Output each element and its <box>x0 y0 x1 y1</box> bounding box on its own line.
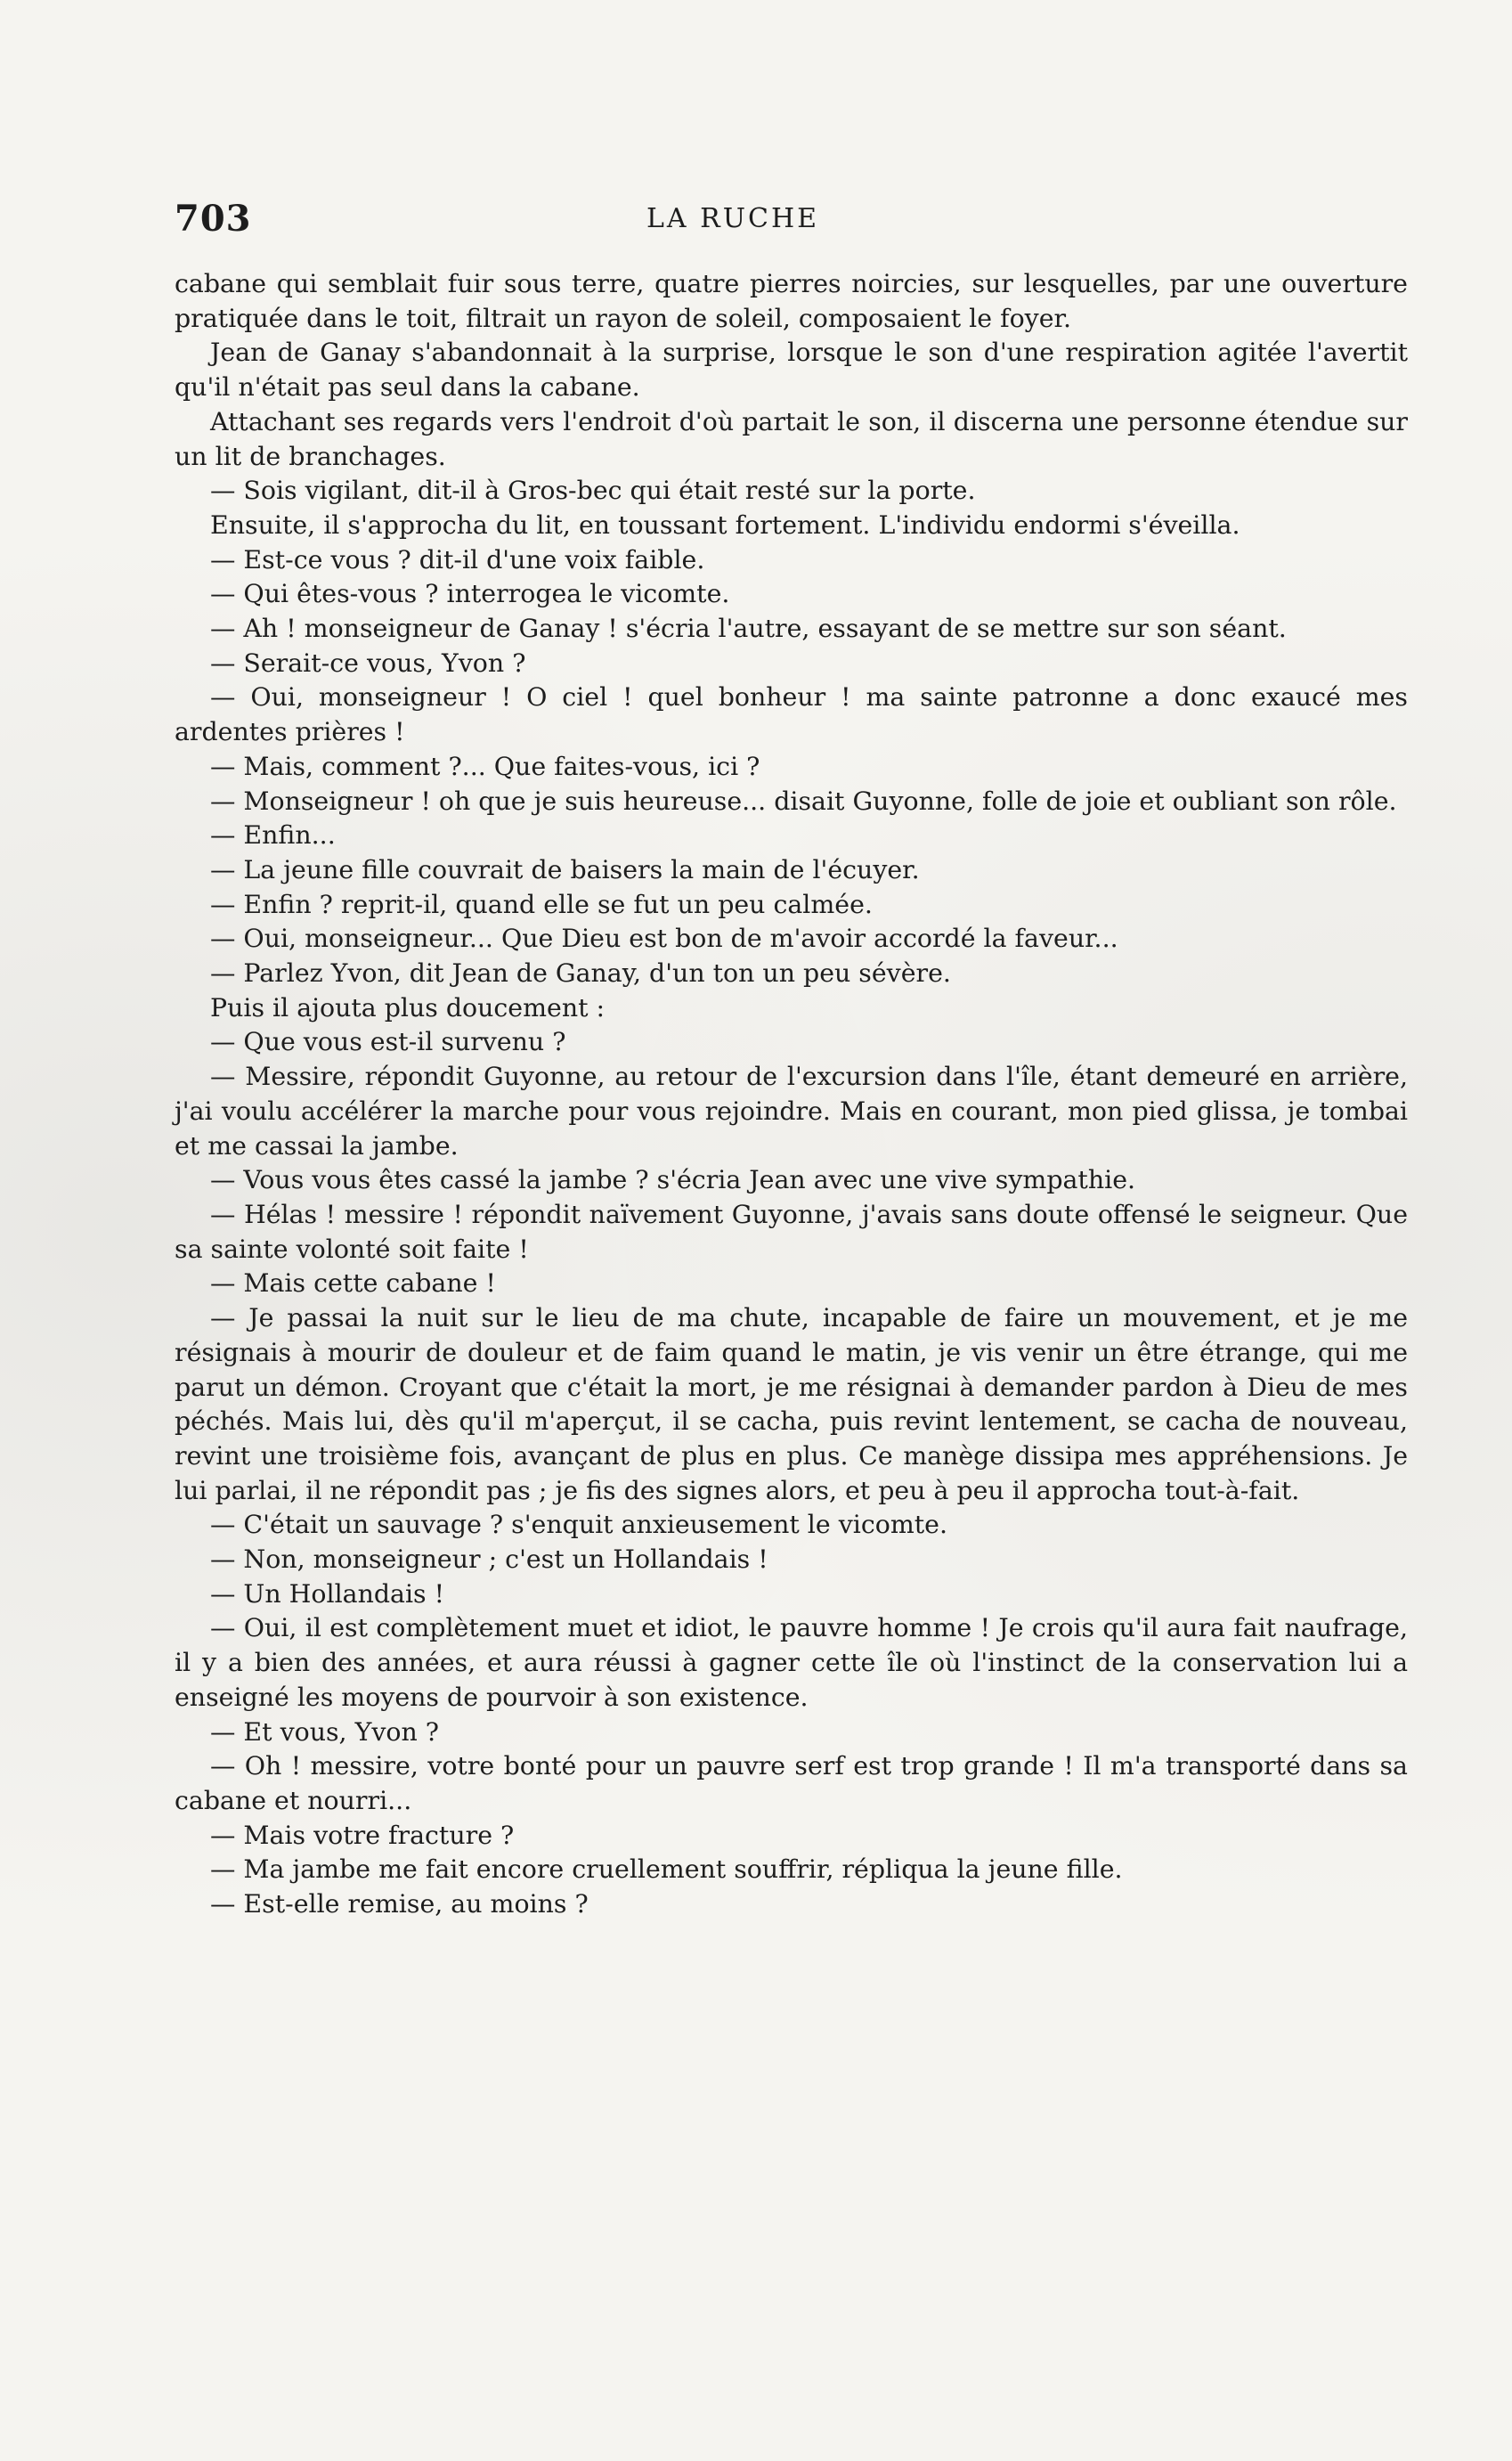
dialogue-line: — Oui, il est complètement muet et idiot, le pauvre homme ! Je crois qu'il aura fait naufrage, il y a bien des années, et aura réussi à gagner cette île où l'instinct de la conservation lui a enseigné les moyens de pourvoir à son existence. <box>175 1613 1408 1712</box>
dialogue-line: — Un Hollandais ! <box>210 1578 445 1609</box>
paragraph: Attachant ses regards vers l'endroit d'où partait le son, il discerna une personne étendue sur un lit de branchages. <box>175 406 1408 471</box>
dialogue-line: — Ah ! monseigneur de Ganay ! s'écria l'autre, essayant de se mettre sur son séant. <box>210 614 1287 644</box>
dialogue-line: — Hélas ! messire ! répondit naïvement Guyonne, j'avais sans doute offensé le seigneur. Que sa sainte volonté soit faite ! <box>175 1199 1408 1264</box>
dialogue-line: — Mais, comment ?... Que faites-vous, ici ? <box>210 751 760 781</box>
paragraph: Puis il ajouta plus doucement : <box>210 992 606 1023</box>
dialogue-line: — Est-ce vous ? dit-il d'une voix faible. <box>210 544 705 575</box>
dialogue-line: — Oui, monseigneur ! O ciel ! quel bonheur ! ma sainte patronne a donc exaucé mes ardentes prières ! <box>175 682 1408 747</box>
page-number: 703 <box>175 198 252 240</box>
dialogue-line: — Et vous, Yvon ? <box>210 1716 440 1747</box>
dialogue-line: — Parlez Yvon, dit Jean de Ganay, d'un ton un peu sévère. <box>210 958 951 989</box>
dialogue-line: — Oh ! messire, votre bonté pour un pauvre serf est trop grande ! Il m'a transporté dans sa cabane et nourri... <box>175 1751 1408 1815</box>
dialogue-line: — Est-elle remise, au moins ? <box>210 1889 589 1919</box>
dialogue-line: — Mais cette cabane ! <box>210 1268 496 1299</box>
dialogue-line: — Ma jambe me fait encore cruellement souffrir, répliqua la jeune fille. <box>210 1854 1123 1885</box>
running-head: LA RUCHE <box>646 203 820 234</box>
dialogue-line: — Serait-ce vous, Yvon ? <box>210 648 526 678</box>
dialogue-line: — Je passai la nuit sur le lieu de ma chute, incapable de faire un mouvement, et je me résignais à mourir de douleur et de faim quand le matin, je vis venir un être étrange, qui me parut un démon. Croyant que c'était la mort, je me résignai à demander pardon à Dieu de mes péchés. Mais lui, dès qu'il m'aperçut, il se cacha, puis revint lentement, se cacha de nouveau, revint une troisième fois, avançant de plus en plus. Ce manège dissipa mes appréhensions. Je lui parlai, il ne répondit pas ; je fis des signes alors, et peu à peu il approcha tout-à-fait. <box>175 1303 1408 1505</box>
dialogue-line: — Qui êtes-vous ? interrogea le vicomte. <box>210 579 730 609</box>
dialogue-line: — Enfin ? reprit-il, quand elle se fut un peu calmée. <box>210 889 873 919</box>
dialogue-line: — Monseigneur ! oh que je suis heureuse... disait Guyonne, folle de joie et oubliant son rôle. <box>210 786 1397 816</box>
paragraph: Jean de Ganay s'abandonnait à la surprise, lorsque le son d'une respiration agitée l'avertit qu'il n'était pas seul dans la cabane. <box>175 338 1408 403</box>
body-text <box>175 267 1408 1922</box>
page-header <box>175 198 1403 251</box>
dialogue-line: — Sois vigilant, dit-il à Gros-bec qui était resté sur la porte. <box>210 476 976 506</box>
paragraph: Ensuite, il s'approcha du lit, en toussant fortement. L'individu endormi s'éveilla. <box>210 509 1240 540</box>
dialogue-line: — Non, monseigneur ; c'est un Hollandais ! <box>210 1544 768 1575</box>
dialogue-line: — La jeune fille couvrait de baisers la main de l'écuyer. <box>210 854 920 884</box>
paragraph: cabane qui semblait fuir sous terre, quatre pierres noircies, sur lesquelles, par une ouverture pratiquée dans le toit, filtrait un rayon de soleil, composaient le foyer. <box>175 269 1408 333</box>
dialogue-line: — Messire, répondit Guyonne, au retour de l'excursion dans l'île, étant demeuré en arrière, j'ai voulu accélérer la marche pour vous rejoindre. Mais en courant, mon pied glissa, je tombai et me cassai la jambe. <box>175 1062 1408 1161</box>
dialogue-line: — Oui, monseigneur... Que Dieu est bon de m'avoir accordé la faveur... <box>210 924 1118 954</box>
dialogue-line: — Enfin... <box>210 820 336 851</box>
dialogue-line: — Vous vous êtes cassé la jambe ? s'écria Jean avec une vive sympathie. <box>210 1165 1136 1195</box>
dialogue-line: — C'était un sauvage ? s'enquit anxieusement le vicomte. <box>210 1510 947 1540</box>
dialogue-line: — Mais votre fracture ? <box>210 1820 515 1850</box>
dialogue-line: — Que vous est-il survenu ? <box>210 1027 566 1057</box>
